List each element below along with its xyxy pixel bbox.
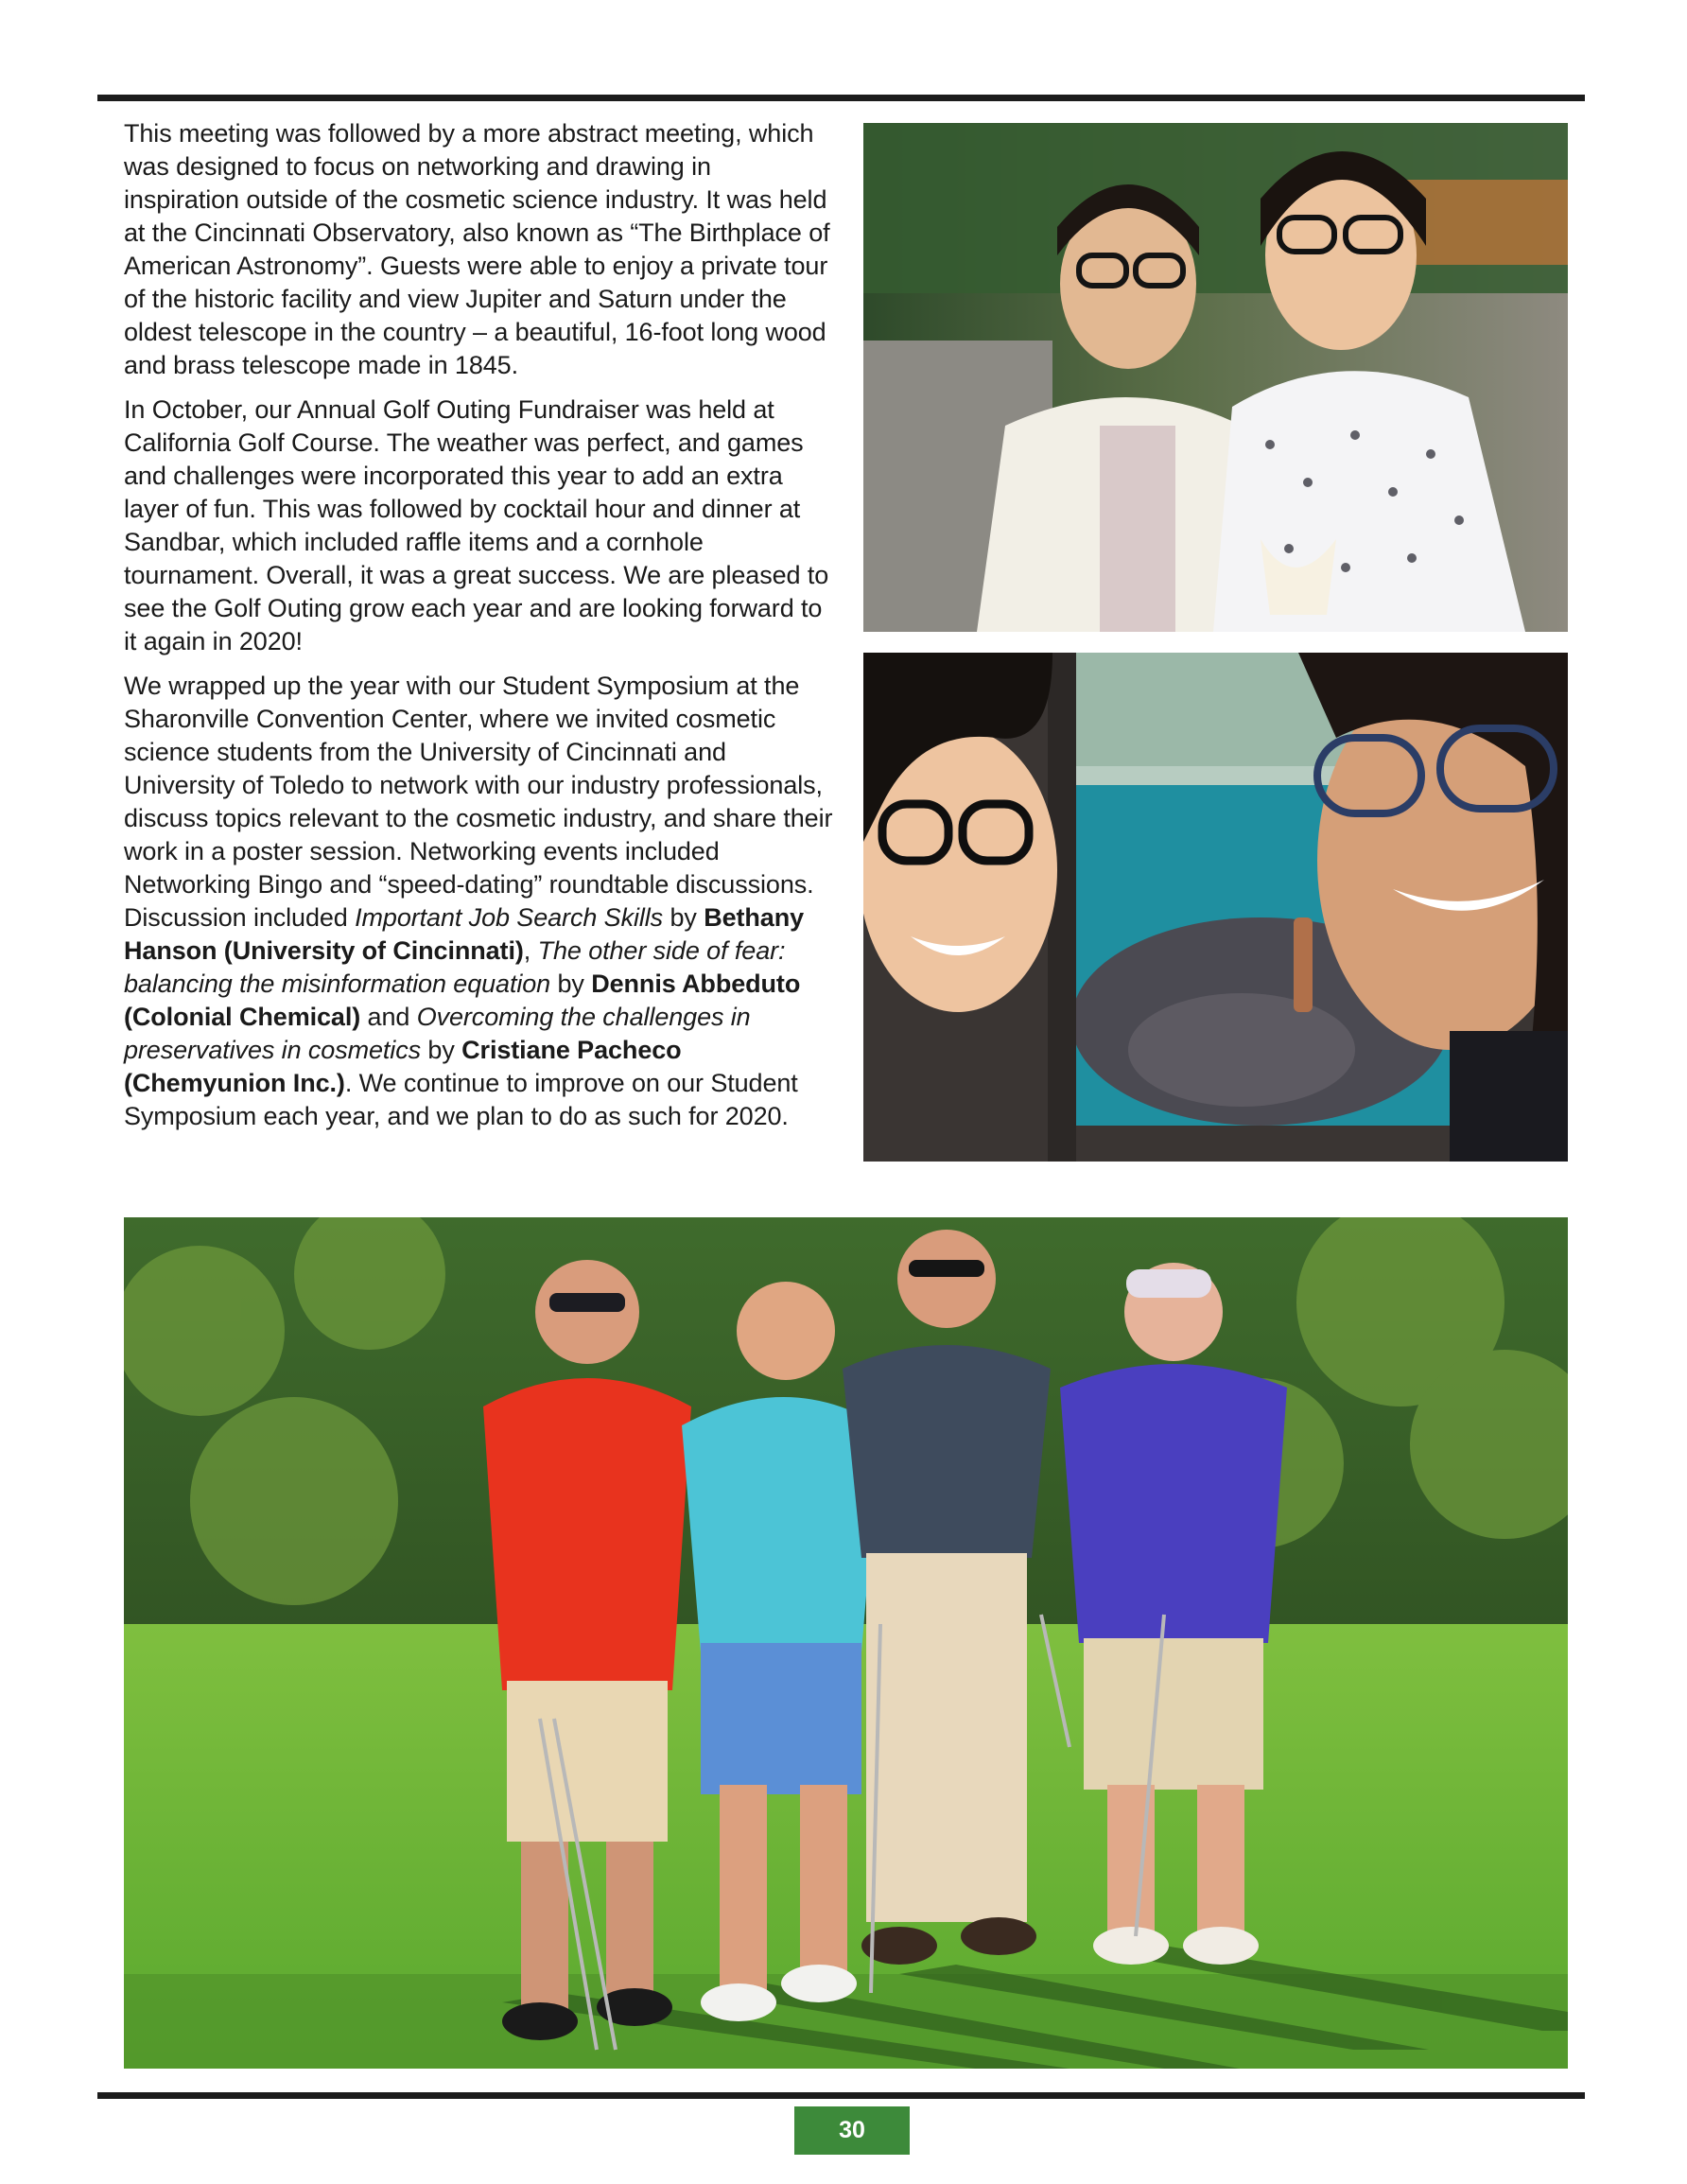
paragraph-student-symposium [124, 670, 833, 1133]
symposium-intro: We wrapped up the year with our Student Symposium at the Sharonville Convention Center, where we invited cosmetic science students from the University of Cincinnati and University of Toledo to network with our industry professionals, discuss topics relevant to the cosmetic industry, and share their work in a poster session. Networking events included Networking Bingo and “speed-dating” roundtable discussions. Discussion included [124, 672, 833, 932]
talk-speaker-3: Cristiane Pacheco (Chemyunion Inc.) [124, 1036, 682, 1097]
and-connector: and [360, 1003, 417, 1031]
talk-title-2: The other side of fear: balancing the misinformation equation [124, 936, 786, 998]
paragraph-observatory: This meeting was followed by a more abstract meeting, which was designed to focus on networking and drawing in inspiration outside of the cosmetic science industry. It was held at the Cincinnati Observatory, also known as “The Birthplace of American Astronomy”. Guests were able to enjoy a private tour of the historic facility and view Jupiter and Saturn under the oldest telescope in the country – a beautiful, 16-foot long wood and brass telescope made in 1845. [124, 119, 830, 379]
talk-title-3: Overcoming the challenges in preservatives in cosmetics [124, 1003, 751, 1064]
by-connector: by [421, 1036, 462, 1064]
talk-speaker-2: Dennis Abbeduto (Colonial Chemical) [124, 970, 801, 1031]
symposium-outro: . We continue to improve on our Student Symposium each year, and we plan to do as such for 2020. [124, 1069, 798, 1130]
article-body [124, 117, 833, 1144]
separator: , [523, 936, 538, 965]
photo-two-women-outdoors-graphic [863, 123, 1568, 632]
top-rule [97, 95, 1585, 101]
photo-two-women-outdoors [863, 123, 1568, 632]
by-connector: by [663, 903, 704, 932]
photo-hippo-selfie [863, 653, 1568, 1162]
photo-golf-outing-group-graphic [124, 1217, 1568, 2069]
paragraph-golf-outing: In October, our Annual Golf Outing Fundraiser was held at California Golf Course. The weather was perfect, and games and challenges were incorporated this year to add an extra layer of fun. This was followed by cocktail hour and dinner at Sandbar, which included raffle items and a cornhole tournament. Overall, it was a great success. We are pleased to see the Golf Outing grow each year and are looking forward to it again in 2020! [124, 395, 829, 655]
talk-title-1: Important Job Search Skills [355, 903, 664, 932]
bottom-rule [97, 2092, 1585, 2099]
photo-golf-outing-group [124, 1217, 1568, 2069]
photo-hippo-selfie-graphic [863, 653, 1568, 1162]
page-number: 30 [794, 2106, 910, 2155]
talk-speaker-1: Bethany Hanson (University of Cincinnati) [124, 903, 805, 965]
by-connector: by [550, 970, 592, 998]
